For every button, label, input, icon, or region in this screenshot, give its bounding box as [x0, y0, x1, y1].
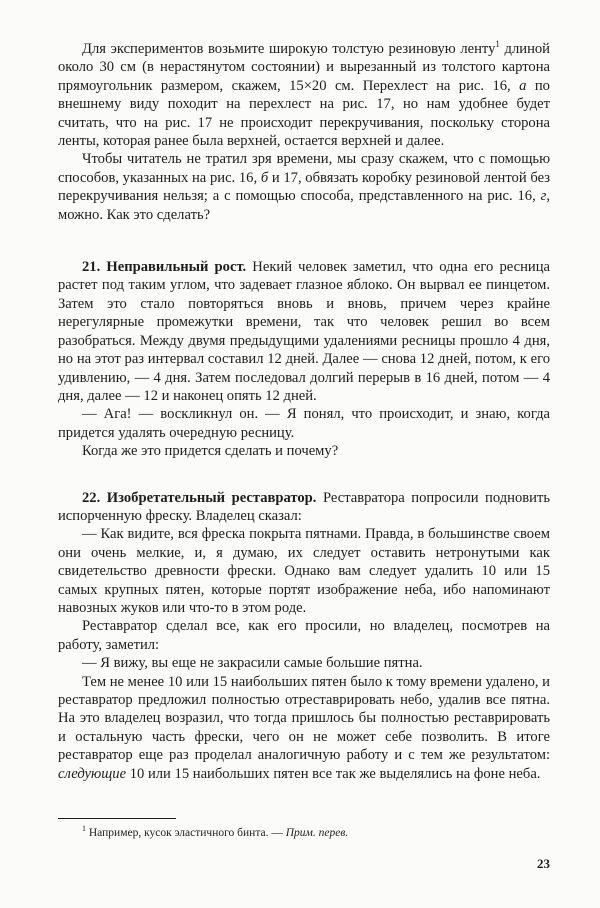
footnote-mark: 1	[82, 824, 86, 834]
footnote: $^1$ Например, кусок эластичного бинта. — Прим. перев.	[82, 824, 349, 839]
problem-22-paragraph-5: Тем не менее 10 или 15 наибольших пятен было к тому времени удалено, и реставратор предложил полностью отреставрировать небо, удалив все пятна. На это владелец возразил, что тогда пришлось бы полностью реставрировать и остальную часть фрески, чего он не может себе позволить. В итоге реставратор еще раз проделал аналогичную работу и с тем же результатом: следующие 10 или 15 наибольших пятен все так же выделялись на фоне неба.	[58, 673, 550, 782]
page-number: 23	[537, 856, 550, 871]
problem-22-paragraph-2: — Как видите, вся фреска покрыта пятнами. Правда, в большинстве своем они очень мелкие, и, я думаю, их следует оставить нетронутыми как свидетельство древности фрески. Однако вам следует удалить 10 или 15 самых крупных пятен, которые портят изображение неба, ибо напоминают навозных жуков или что-то в этом роде.	[58, 526, 550, 616]
intro-paragraph-2: Чтобы читатель не тратил зря времени, мы сразу скажем, что с помощью способов, указанных на рис. 16, б и 17, обвязать коробку резиновой лентой без перекручивания нельзя; а с помощью способа, представленного на рис. 16, г, можно. Как это сделать?	[58, 151, 550, 223]
intro-paragraph-1: Для экспериментов возьмите широкую толстую резиновую ленту$^1$ длиной около 30 см (в нерастянутом состоянии) и вырезанный из толстого картона прямоугольник размером, скажем, 15×20 см. Перехлест на рис. 16, а по внешнему виду походит на перехлест на рис. 17, но нам удобнее будет считать, что на рис. 17 не происходит перекручивания, поскольку сторона ленты, которая ранее была верхней, остается верхней и далее.	[58, 39, 550, 150]
main-text	[58, 40, 550, 783]
section-gap	[58, 461, 550, 489]
problem-22-paragraph-1: 22. Изобретательный реставратор. Реставратора попросили подновить испорченную фреску. Владелец сказал:	[58, 489, 550, 524]
problem-22-paragraph-4: — Я вижу, вы еще не закрасили самые большие пятна.	[82, 655, 423, 672]
problem-21-title: 21. Неправильный рост.	[82, 259, 247, 276]
problem-22-paragraph-3: Реставратор сделал все, как его просили, но владелец, посмотрев на работу, заметил:	[58, 618, 550, 653]
problem-21-question: Когда же это придется сделать и почему?	[82, 443, 339, 460]
problem-21-paragraph-2: — Ага! — воскликнул он. — Я понял, что происходит, и знаю, когда придется удалять очередную ресницу.	[58, 406, 550, 441]
problem-22-title: 22. Изобретательный реставратор.	[82, 489, 317, 506]
section-gap	[58, 224, 550, 258]
footnote-reference: 1	[495, 39, 500, 50]
footnote-divider	[58, 818, 176, 819]
problem-21-paragraph-1: 21. Неправильный рост. Некий человек заметил, что одна его ресница растет под таким углом, что задевает глазное яблоко. Он вырвал ее пинцетом. Затем это стало повторяться вновь и вновь, причем через крайне нерегулярные промежутки времени, так что человек решил во всем разобраться. Между двумя предыдущими удалениями ресницы прошло 4 дня, но на этот раз интервал составил 12 дней. Далее — снова 12 дней, потом, к его удивлению, — 4 дня. Затем последовал долгий перерыв в 16 дней, потом — 4 дня, далее — 12 и наконец опять 12 дней.	[58, 259, 550, 404]
